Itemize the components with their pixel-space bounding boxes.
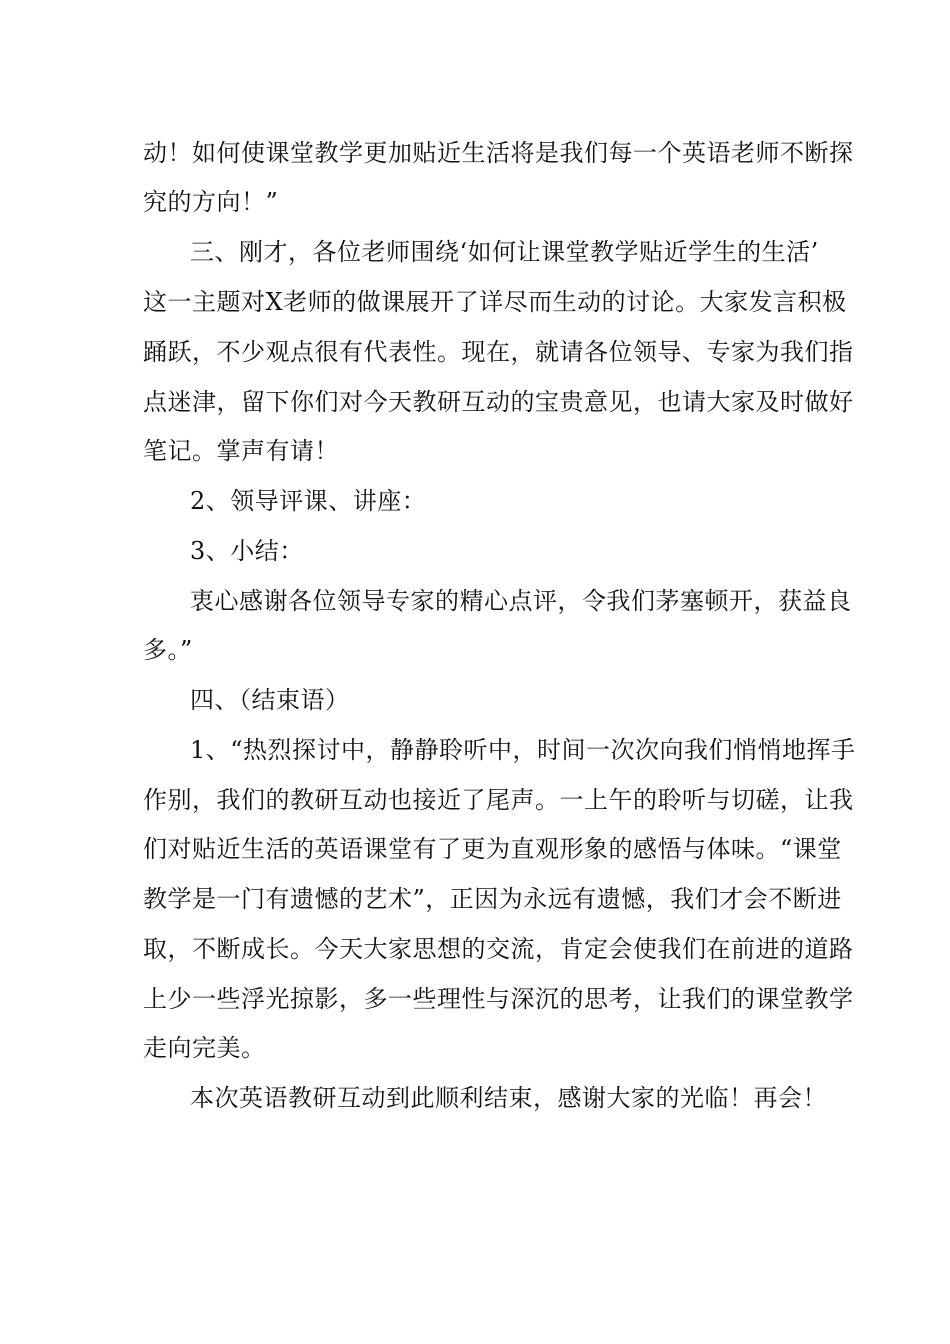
text-line: 作别，我们的教研互动也接近了尾声。一上午的聆听与切磋，让我 [143,786,854,814]
text-line: 究的方向！” [143,188,279,216]
text-line: 1、“热烈探讨中，静静聆听中，时间一次次向我们悄悄地挥手 [190,736,856,764]
text-line: 这一主题对X老师的做课展开了详尽而生动的讨论。大家发言积极 [143,288,847,316]
text-line: 衷心感谢各位领导专家的精心点评，令我们茅塞顿开，获益良 [190,587,852,615]
text-line: 本次英语教研互动到此顺利结束，感谢大家的光临！再会！ [190,1084,827,1112]
text-line: 动！如何使课堂教学更加贴近生活将是我们每一个英语老师不断探 [143,139,854,167]
text-line: 2、领导评课、讲座： [190,487,427,515]
text-line: 上少一些浮光掠影，多一些理性与深沉的思考，让我们的课堂教学 [143,985,854,1013]
text-line: 笔记。掌声有请！ [143,437,339,465]
text-line: 教学是一门有遗憾的艺术”，正因为永远有遗憾，我们才会不断进 [143,885,842,913]
text-line: 3、小结： [190,537,304,565]
text-line: 们对贴近生活的英语课堂有了更为直观形象的感悟与体味。“课堂 [143,835,842,863]
text-line: 三、刚才，各位老师围绕‘如何让课堂教学贴近学生的生活’ [190,238,819,266]
text-line: 踊跃，不少观点很有代表性。现在，就请各位领导、专家为我们指 [143,338,854,366]
text-line: 取，不断成长。今天大家思想的交流，肯定会使我们在前进的道路 [143,935,854,963]
text-line: 走向完美。 [143,1034,266,1062]
text-line: 四、（结束语） [190,686,350,714]
text-line: 多。” [143,636,193,664]
text-line: 点迷津，留下你们对今天教研互动的宝贵意见，也请大家及时做好 [143,388,854,416]
